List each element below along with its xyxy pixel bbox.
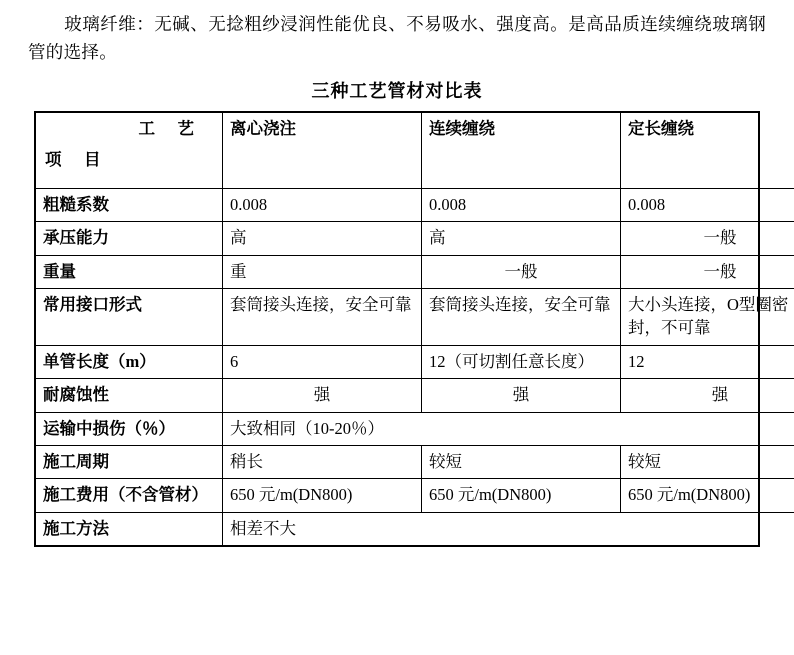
cell-length-centrifugal: 6 xyxy=(223,345,422,378)
cell-pressure-centrifugal: 高 xyxy=(223,222,422,255)
row-label-weight: 重量 xyxy=(36,255,223,288)
cell-corrosion-fixed: 强 xyxy=(621,379,794,412)
row-label-pressure: 承压能力 xyxy=(36,222,223,255)
table-row xyxy=(36,412,794,445)
row-label-construction-method: 施工方法 xyxy=(36,512,223,545)
cell-cycle-fixed: 较短 xyxy=(621,446,794,479)
table-title: 三种工艺管材对比表 xyxy=(28,77,766,103)
table-corner-cell xyxy=(36,113,223,189)
document-page xyxy=(0,10,794,655)
row-label-corrosion: 耐腐蚀性 xyxy=(36,379,223,412)
table-row xyxy=(36,345,794,378)
cell-roughness-centrifugal: 0.008 xyxy=(223,188,422,221)
table-header-row xyxy=(36,113,794,189)
column-header-centrifugal: 离心浇注 xyxy=(223,113,422,189)
comparison-table xyxy=(36,113,794,546)
table-row xyxy=(36,379,794,412)
cell-corrosion-continuous: 强 xyxy=(422,379,621,412)
cell-joint-fixed: 大小头连接，O型圈密封，不可靠 xyxy=(621,288,794,345)
row-label-roughness: 粗糙系数 xyxy=(36,188,223,221)
corner-item-label: 项 目 xyxy=(43,148,215,171)
cell-cycle-continuous: 较短 xyxy=(422,446,621,479)
cell-corrosion-centrifugal: 强 xyxy=(223,379,422,412)
cell-weight-centrifugal: 重 xyxy=(223,255,422,288)
column-header-fixed-length: 定长缠绕 xyxy=(621,113,794,189)
cell-construction-method-merged: 相差不大 xyxy=(223,512,794,545)
cell-roughness-continuous: 0.008 xyxy=(422,188,621,221)
row-label-construction-cycle: 施工周期 xyxy=(36,446,223,479)
comparison-table-frame xyxy=(34,111,760,548)
cell-cost-continuous: 650 元/m(DN800) xyxy=(422,479,621,512)
cell-joint-continuous: 套筒接头连接，安全可靠 xyxy=(422,288,621,345)
table-row xyxy=(36,188,794,221)
table-row xyxy=(36,479,794,512)
cell-cost-fixed: 650 元/m(DN800) xyxy=(621,479,794,512)
cell-pressure-continuous: 高 xyxy=(422,222,621,255)
cell-length-continuous: 12（可切割任意长度） xyxy=(422,345,621,378)
table-row xyxy=(36,446,794,479)
paragraph-text: 玻璃纤维：无碱、无捻粗纱浸润性能优良、不易吸水、强度高。是高品质连续缠绕玻璃钢管的选择。 xyxy=(28,14,766,62)
cell-length-fixed: 12 xyxy=(621,345,794,378)
table-row xyxy=(36,222,794,255)
column-header-continuous: 连续缠绕 xyxy=(422,113,621,189)
corner-craft-label: 工 艺 xyxy=(43,117,215,140)
cell-cycle-centrifugal: 稍长 xyxy=(223,446,422,479)
row-label-joint: 常用接口形式 xyxy=(36,288,223,345)
row-label-pipe-length: 单管长度（m） xyxy=(36,345,223,378)
cell-joint-centrifugal: 套筒接头连接，安全可靠 xyxy=(223,288,422,345)
cell-pressure-fixed: 一般 xyxy=(621,222,794,255)
body-paragraph xyxy=(28,10,766,67)
table-row xyxy=(36,288,794,345)
cell-roughness-fixed: 0.008 xyxy=(621,188,794,221)
comparison-table-body xyxy=(36,113,794,546)
table-row xyxy=(36,255,794,288)
cell-cost-centrifugal: 650 元/m(DN800) xyxy=(223,479,422,512)
table-row xyxy=(36,512,794,545)
row-label-construction-cost: 施工费用（不含管材） xyxy=(36,479,223,512)
cell-transport-damage-merged: 大致相同（10-20％） xyxy=(223,412,794,445)
row-label-transport-damage: 运输中损伤（％） xyxy=(36,412,223,445)
cell-weight-fixed: 一般 xyxy=(621,255,794,288)
cell-weight-continuous: 一般 xyxy=(422,255,621,288)
